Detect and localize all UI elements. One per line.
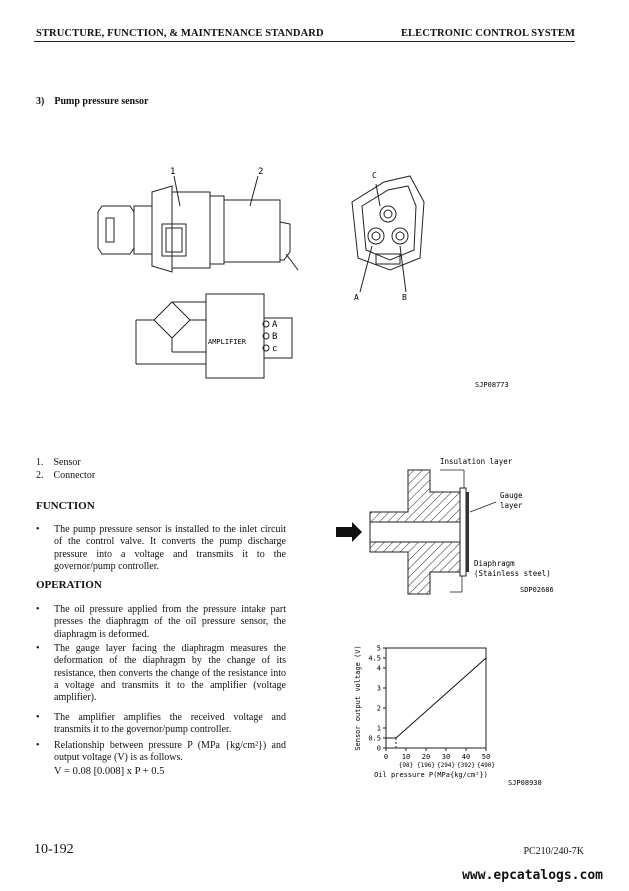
x-tick-label: 10 [401, 753, 411, 761]
conn-pin-c: C [372, 171, 377, 180]
x-tick-label: 20 [421, 753, 431, 761]
gauge-label-1: Gauge [500, 491, 523, 500]
formula: V = 0.08 [0.008] x P + 0.5 [54, 766, 165, 777]
chart-code: SJP08930 [508, 779, 542, 787]
x-tick-label: 30 [441, 753, 451, 761]
y-tick-label: 4 [376, 664, 381, 673]
x-tick-secondary-label: {196} [416, 762, 436, 769]
x-tick-secondary-label: {294} [436, 762, 456, 769]
x-tick-label: 40 [461, 753, 471, 761]
operation-text-4: Relationship between pressure P (MPa {kg/cm²}) and output voltage (V) is as follows. [54, 740, 286, 764]
series-line [386, 658, 486, 738]
x-tick-secondary-label: {490} [476, 762, 496, 769]
y-tick-label: 5 [376, 644, 381, 653]
function-text: The pump pressure sensor is installed to the inlet circuit of the control valve. It converts the pump discharge pressure into a voltage and transmits it to the governor/pump controller. [54, 524, 286, 572]
operation-text-1: The oil pressure applied from the pressure intake part presses the diaphragm of the oil pressure sensor, the diaphragm is deformed. [54, 604, 286, 640]
model-number: PC210/240-7K [523, 846, 584, 857]
header-rule [34, 41, 575, 42]
section-title: 3) Pump pressure sensor [36, 96, 149, 107]
page-number: 10-192 [34, 842, 74, 857]
header-left: STRUCTURE, FUNCTION, & MAINTENANCE STANDARD [36, 28, 324, 39]
callout-2: 2 [258, 167, 264, 177]
insulation-label: Insulation layer [440, 457, 513, 466]
bullet-marker: • [36, 643, 40, 654]
part-1: 1. Sensor [36, 457, 81, 468]
operation-text-3: The amplifier amplifies the received voltage and transmits it to the governor/pump controller. [54, 712, 286, 736]
operation-text-2: The gauge layer facing the diaphragm measures the deformation of the diaphragm by the change of its resistance, then converts the change of the resistance into a voltage and transmits it to the amplifier (voltage amplifier). [54, 643, 286, 704]
gauge-label-2: layer [500, 501, 523, 510]
x-tick-secondary-label: {392} [456, 762, 476, 769]
pin-c: c [272, 344, 278, 354]
header-right: ELECTRONIC CONTROL SYSTEM [400, 28, 575, 39]
callout-1: 1 [170, 167, 176, 177]
pressure-arrow-icon [336, 522, 362, 542]
conn-pin-a: A [354, 293, 359, 302]
pin-a: A [272, 320, 278, 330]
conn-pin-b: B [402, 293, 407, 302]
x-tick-label: 0 [383, 753, 389, 761]
x-tick-label: 50 [481, 753, 491, 761]
pin-b: B [272, 332, 278, 342]
part-2: 2. Connector [36, 470, 96, 481]
function-heading: FUNCTION [36, 500, 95, 512]
figure1-code: SJP08773 [475, 381, 509, 389]
diaphragm-label-2: (Stainless steel) [474, 569, 551, 578]
y-tick-label: 1 [376, 724, 381, 733]
y-axis-label: Sensor output voltage (V) [354, 645, 362, 751]
figure2-code: SDP02686 [520, 586, 554, 594]
watermark: www.epcatalogs.com [462, 868, 603, 883]
bullet-marker: • [36, 740, 40, 751]
voltage-chart [348, 640, 558, 790]
diaphragm-figure [330, 452, 570, 597]
y-tick-label: 0 [376, 744, 381, 753]
y-tick-label: 0.5 [368, 734, 381, 743]
operation-heading: OPERATION [36, 579, 102, 591]
y-tick-label: 4.5 [368, 654, 381, 663]
y-tick-label: 2 [376, 704, 381, 713]
x-axis-label: Oil pressure P(MPa{kg/cm²}) [374, 771, 488, 779]
y-tick-label: 3 [376, 684, 381, 693]
sensor-figure [90, 162, 550, 402]
amplifier-label: AMPLIFIER [208, 338, 246, 346]
bullet-marker: • [36, 712, 40, 723]
bullet-marker: • [36, 524, 40, 535]
diaphragm-label-1: Diaphragm [474, 559, 515, 568]
bullet-marker: • [36, 604, 40, 615]
x-tick-secondary-label: {98} [398, 762, 414, 769]
